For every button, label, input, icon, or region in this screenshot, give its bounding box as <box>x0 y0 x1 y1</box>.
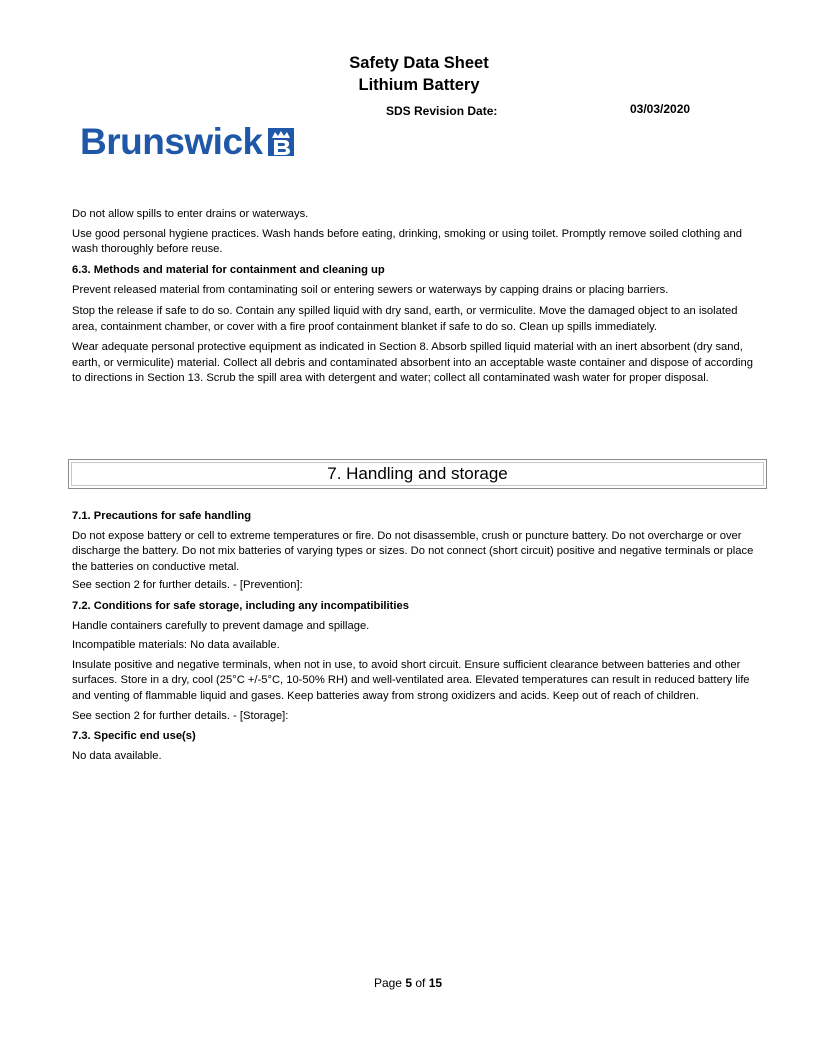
paragraph: Insulate positive and negative terminals, when not in use, to avoid short circuit. Ensure sufficient clearance between batteries and other surfaces. Store in a dry, cool (25°C +/-5°C, 10-50% RH) and well-ventilated area. Elevated temperatures can result in reduced battery life and venting of flammable liquid and gases. Keep batteries away from strong oxidizers and acids. Keep out of reach of children. <box>72 658 750 702</box>
paragraph: Do not allow spills to enter drains or waterways. <box>72 208 309 220</box>
logo-wordmark: Brunswick <box>80 121 263 162</box>
brunswick-crown-b-icon <box>267 127 295 157</box>
section-6-continued <box>72 207 762 387</box>
paragraph: Do not expose battery or cell to extreme temperatures or fire. Do not disassemble, crush or puncture battery. Do not overcharge or over discharge the battery. Do not mix batteries of varying types or sizes. Do not connect (short circuit) positive and negative terminals or place the batteries on conductive metal. <box>72 529 754 573</box>
paragraph: Incompatible materials: No data available. <box>72 639 280 652</box>
paragraph: See section 2 for further details. - [Prevention]: <box>72 579 303 592</box>
section-7-header <box>68 459 767 489</box>
section-7-title: 7. Handling and storage <box>327 464 508 483</box>
page-footer <box>0 976 816 990</box>
paragraph: Stop the release if safe to do so. Contain any spilled liquid with dry sand, earth, or vermiculite. Move the damaged object to an isolated area, containment chamber, or cover with a fire proof containment blanket if safe to do so. Clean up spills immediately. <box>72 304 738 333</box>
paragraph: See section 2 for further details. - [Storage]: <box>72 709 289 722</box>
revision-date-value: 03/03/2020 <box>630 102 691 116</box>
subsection-heading-7-1: 7.1. Precautions for safe handling <box>72 510 252 522</box>
paragraph: No data available. <box>72 749 162 762</box>
subsection-heading-6-3: 6.3. Methods and material for containment and cleaning up <box>72 263 385 276</box>
page-label: Page <box>373 976 402 990</box>
subsection-heading-7-3: 7.3. Specific end use(s) <box>72 730 196 743</box>
brunswick-logo <box>80 120 295 164</box>
document-subtitle: Lithium Battery <box>358 76 480 94</box>
subsection-heading-7-2: 7.2. Conditions for safe storage, including any incompatibilities <box>72 599 409 612</box>
paragraph: Use good personal hygiene practices. Wash hands before eating, drinking, smoking or using toilet. Promptly remove soiled clothing and wash thoroughly before reuse. <box>72 227 742 256</box>
document-title-block <box>0 52 816 96</box>
page-current: 5 <box>405 976 412 990</box>
paragraph: Handle containers carefully to prevent damage and spillage. <box>72 619 370 632</box>
section-7-content <box>72 509 762 764</box>
paragraph: Wear adequate personal protective equipment as indicated in Section 8. Absorb spilled liquid material with an inert absorbent (dry sand, earth, or vermiculite) material. Collect all debris and contaminated absorbent into an acceptable waste container and dispose of according to directions in Section 13. Scrub the spill area with detergent and water; collect all contaminated wash water for proper disposal. <box>72 341 753 385</box>
page-of: of <box>415 976 426 990</box>
revision-date-label: SDS Revision Date: <box>386 104 498 118</box>
page-total: 15 <box>428 976 443 990</box>
paragraph: Prevent released material from contaminating soil or entering sewers or waterways by capping drains or placing barriers. <box>72 284 669 297</box>
document-title: Safety Data Sheet <box>349 54 489 72</box>
